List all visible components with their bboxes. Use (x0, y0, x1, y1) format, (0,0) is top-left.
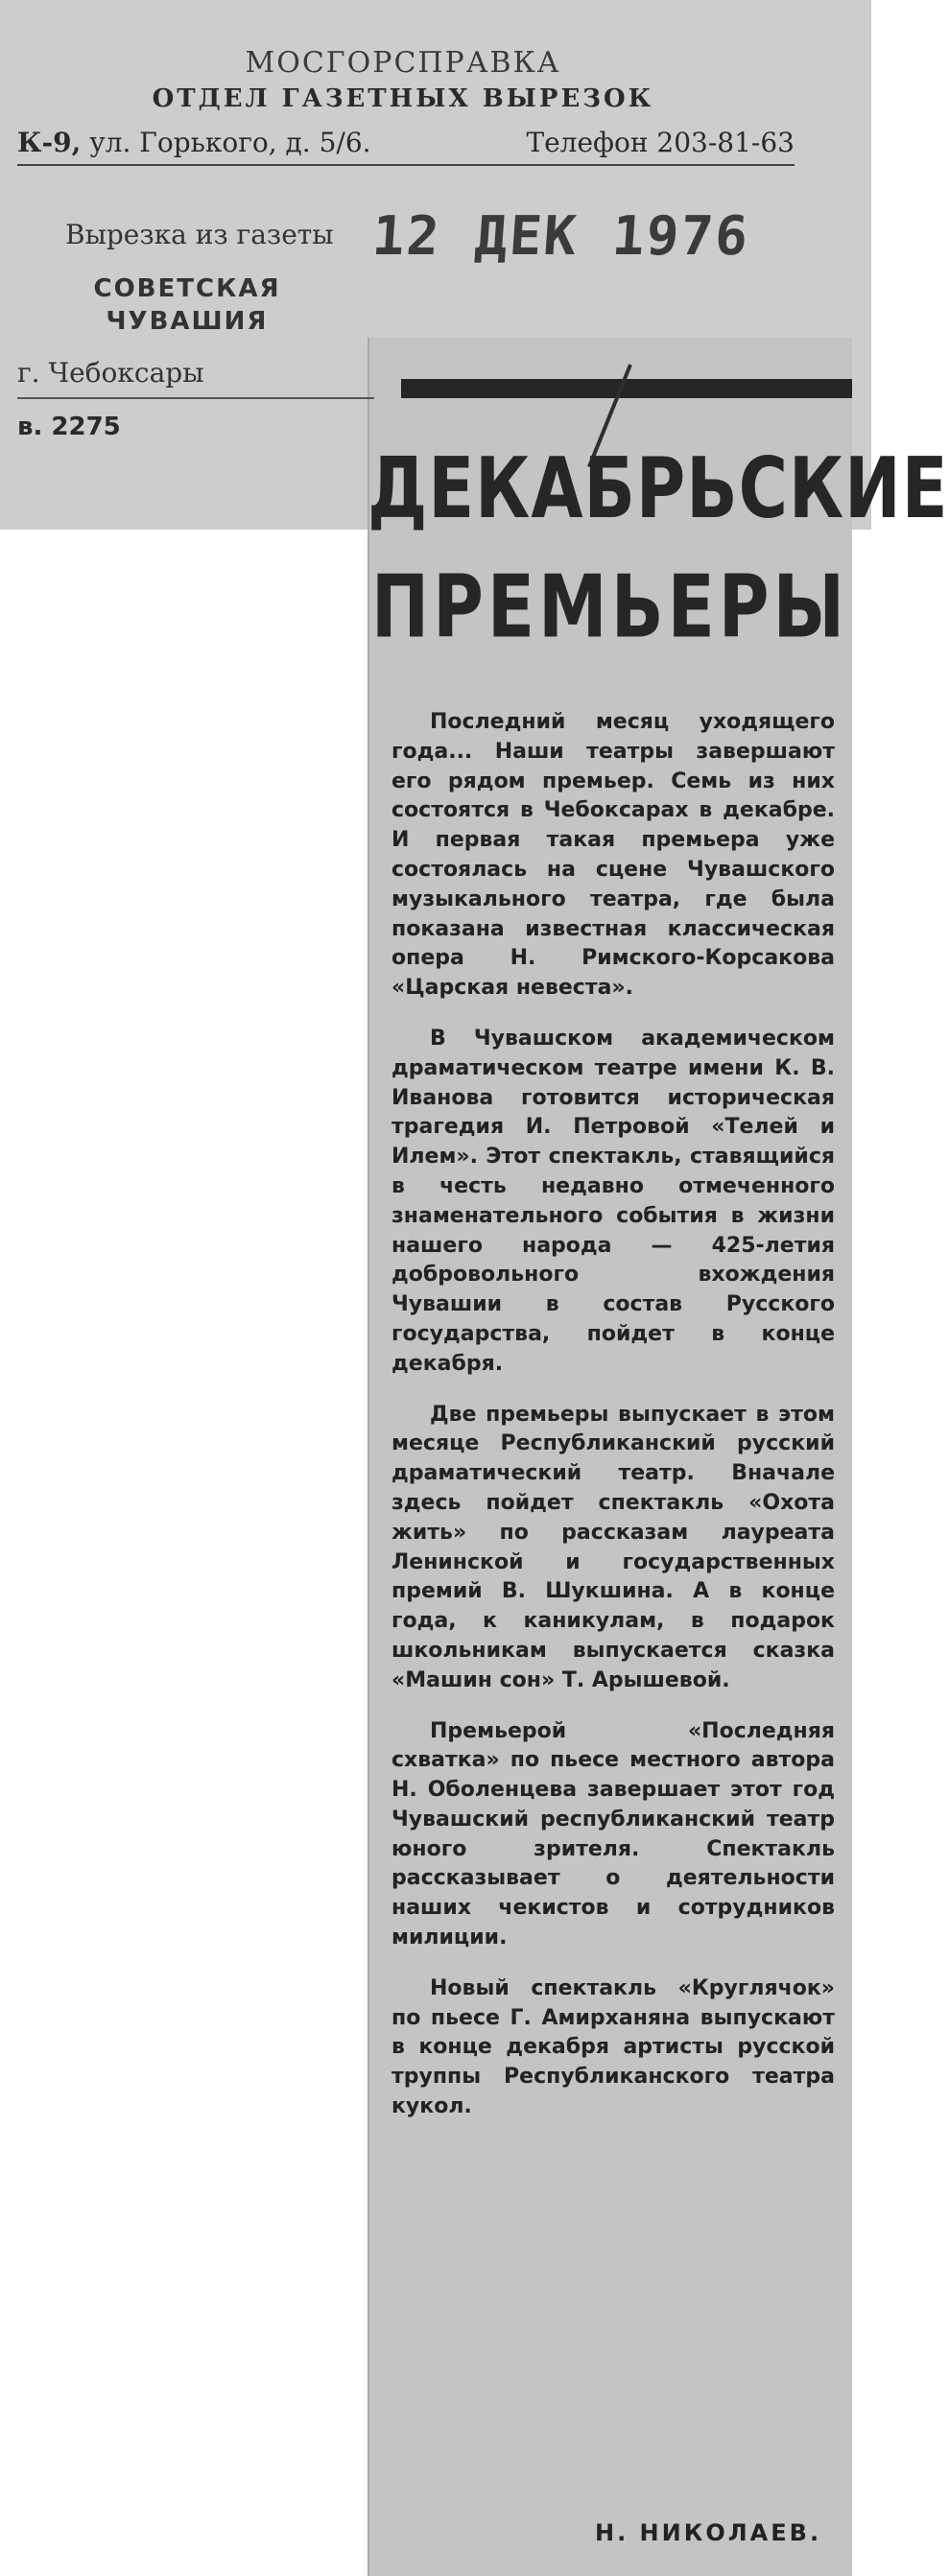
address-row (17, 127, 795, 166)
newspaper-name (67, 272, 307, 338)
article-paragraph: Премьерой «Последняя схватка» по пьесе местного автора Н. Оболенцева завершает этот год Чувашский республиканский театр юного зрителя. Спектакль рассказывает о деятельности наших чекистов и сотрудников милиции. (391, 1718, 835, 1950)
headline-line1: ДЕКАБРЬСКИЕ (368, 438, 949, 538)
article-body (391, 708, 835, 2143)
date-stamp: 12 ДЕК 1976 (369, 205, 752, 268)
article-paragraph: В Чувашском академическом драматическом театре имени К. В. Иванова готовится историческая трагедия И. Петровой «Телей и Илем». Этот спектакль, ставящийся в честь недавно отмеченного знаменательного события в жизни нашего народа — 425-летия добровольного вхождения Чувашии в состав Русского государства, пойдет в конце декабря. (391, 1026, 835, 1376)
header-rule (401, 379, 852, 398)
issue-number: в. 2275 (17, 413, 121, 441)
newspaper-name-line2: ЧУВАШИЯ (106, 307, 269, 336)
newspaper-name-line1: СОВЕТСКАЯ (93, 274, 281, 303)
divider (17, 397, 374, 399)
article-paragraph: Две премьеры выпускает в этом месяце Республиканский русский драматический театр. Вначале здесь пойдет спектакль «Охота жить» по рассказам лауреата Ленинской и государственных премий В. Шукшина. А в конце года, к каникулам, в подарок школьникам выпускается сказка «Машин сон» Т. Арышевой. (391, 1402, 835, 1692)
author-byline: Н. НИКОЛАЕВ. (595, 2519, 822, 2546)
city-label: г. Чебоксары (17, 357, 204, 389)
address-text: ул. Горького, д. 5/6. (89, 127, 371, 158)
clipping-label: Вырезка из газеты (65, 219, 334, 250)
agency-name: МОСГОРСПРАВКА (245, 46, 561, 80)
article-paragraph: Последний месяц уходящего года... Наши театры завершают его рядом премьер. Семь из них состоятся в Чебоксарах в декабре. И первая такая премьера уже состоялась на сцене Чувашского музыкального театра, где была показана известная классическая опера Н. Римского-Корсакова «Царская невеста». (391, 710, 835, 1001)
address-code: К-9, (17, 127, 82, 158)
article-paragraph: Новый спектакль «Круглячок» по пьесе Г. Амирханяна выпускают в конце декабря артисты русской труппы Республиканского театра кукол. (391, 1975, 835, 2119)
phone-number: Телефон 203-81-63 (526, 127, 795, 158)
department-name: ОТДЕЛ ГАЗЕТНЫХ ВЫРЕЗОК (152, 84, 654, 113)
headline-line2: ПРЕМЬЕРЫ (370, 555, 849, 657)
